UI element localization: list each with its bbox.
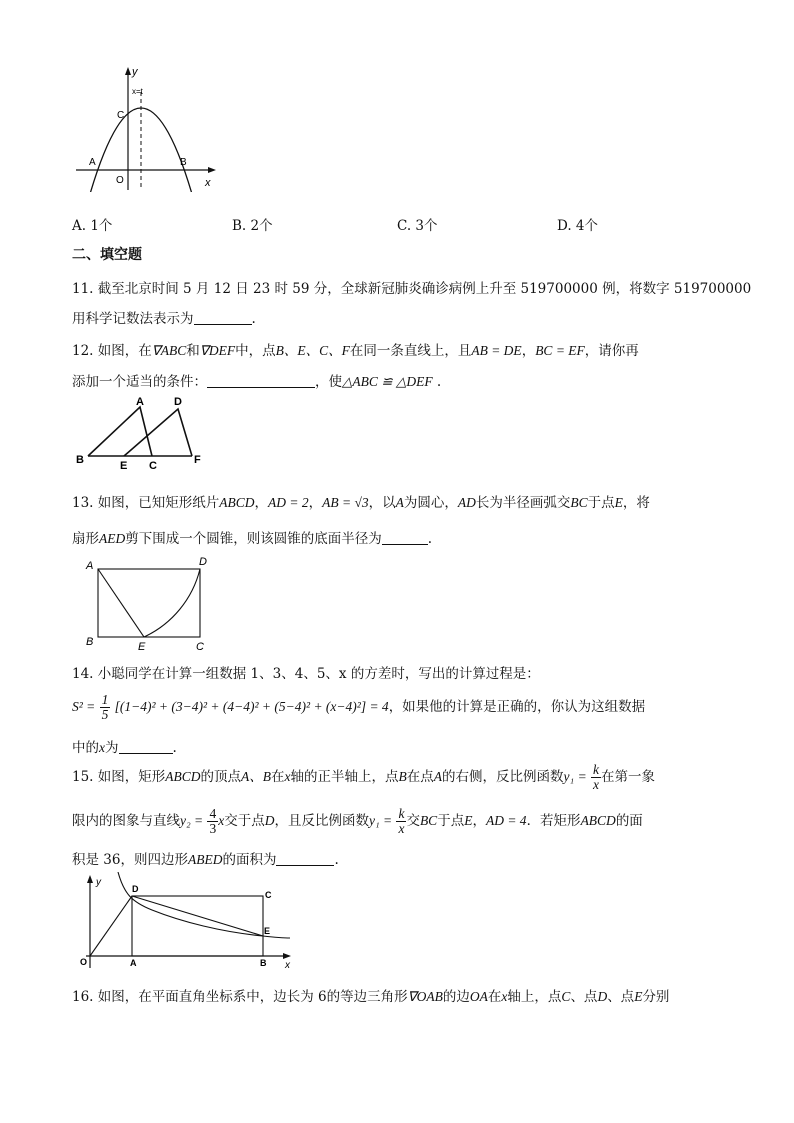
q15-frac-x: x [592,777,599,792]
fig15-label-y: y [96,877,101,888]
q15-l2c: ，且反比例函数 [274,813,369,829]
q14-line3b: 为 [105,740,119,756]
fig12-label-e: E [120,460,128,472]
q12-line2a: 添加一个适当的条件： [72,374,207,390]
fig12-label-c: C [149,460,157,472]
q14-line1: 14. 小聪同学在计算一组数据 1、3、4、5、x 的方差时，写出的计算过程是： [72,666,540,682]
q12-num: 12. 如图，在 [72,343,152,359]
q15-end: . [334,852,339,868]
q15-l2f: ， [472,813,486,829]
q12-tri1: ∇ABC [151,343,187,358]
q12-pts: B、E、C、F [275,343,350,358]
q15-y1: y₁ = [563,769,587,784]
q12-comma: ， [521,343,536,359]
q15-l2x: x [218,813,225,828]
triangles-figure [72,393,212,473]
q13-abcd: ABCD [219,495,255,510]
fig15-label-o: O [80,957,88,967]
q15-BC: BC [419,813,438,828]
fig13-label-c: C [196,641,204,653]
fig10-label-c: C [117,110,125,121]
q16-E: E [634,989,643,1004]
q15-l1g: 在第一象 [600,769,655,785]
fig15-label-c: C [265,890,272,900]
q16-tri: ∇OAB [407,989,443,1004]
q15-frac-kx [591,763,601,792]
q14-line3 [72,736,177,756]
q11-text: 用科学记数法表示为 [72,311,194,327]
q14-after: ，如果他的计算是正确的，你认为这组数据 [388,699,646,715]
q14-frac-num: 1 [101,692,109,707]
q14-s2: S² = [72,699,96,714]
q14-expr: [(1−4)² + (3−4)² + (4−4)² + (5−4)² + (x−4)²] = 4 [114,699,389,714]
q15-frac-kx-2 [396,807,406,836]
q16-OA: OA [469,989,488,1004]
q14-end: . [172,740,177,756]
q13-A: A [395,495,404,510]
fig15-label-a: A [130,958,137,968]
rectangle-arc-figure [82,553,222,653]
choice-a: A. 1个 [72,218,113,234]
q13-end: . [427,531,433,547]
q13-a8: ，将 [622,495,650,511]
q13-a2: ， [254,495,269,511]
fig15-label-b: B [260,958,267,968]
q15-l1f: 的右侧，反比例函数 [442,769,564,785]
fig15-label-x: x [285,960,290,971]
fig15-label-e: E [264,926,271,936]
q13-a5: 为圆心， [403,495,458,511]
q14-line2 [72,690,645,724]
q13-AED: AED [99,531,126,546]
q12-eq2: BC = EF [535,343,585,358]
q16-l1f: 、点 [607,989,635,1005]
q16-l1a: 16. 如图，在平面直角坐标系中，边长为 6的等边三角形 [72,989,408,1005]
q15-y1b: y₁ = [368,813,393,828]
q15-line1 [72,760,655,794]
fig13-label-e: E [138,641,146,653]
q15-ad4: AD = 4 [485,813,527,828]
q15-x1: x [284,769,291,784]
q12-eq1: AB = DE [471,343,522,358]
q15-frac-3: 3 [209,821,217,836]
q14-line3a: 中的 [72,740,99,756]
q15-line3 [72,848,339,868]
q15-AB: A、B [241,769,272,784]
q12-t2: 在同一条直线上，且 [349,343,472,359]
fig12-label-b: B [76,454,84,466]
q13-AD: AD [457,495,476,510]
q13-E: E [614,495,623,510]
q15-l1e: 在点 [406,769,434,785]
q15-l2b: 交于点 [224,813,265,829]
choice-d: D. 4个 [557,218,599,234]
q15-D: D [264,813,275,828]
fig13-label-b: B [86,636,94,648]
q13-ab: AB = √3 [322,495,369,510]
q15-y2: y₂ = [180,813,204,828]
q16-C: C [561,989,571,1004]
q13-BC: BC [570,495,588,510]
q16-x: x [501,989,508,1004]
q13-a4: ，以 [368,495,396,511]
q15-frac-x2: x [398,821,405,836]
q12-line2 [72,370,441,390]
fig15-label-d: D [132,884,139,894]
q12-and: 和 [186,343,200,359]
q14-x: x [99,740,105,755]
q16-l1d: 轴上，点 [507,989,562,1005]
q15-A: A [433,769,443,784]
q11-end: . [251,311,256,327]
fig12-label-a: A [136,396,144,408]
section-title: 二、填空题 [72,247,142,263]
q13-a3: ， [308,495,323,511]
q12-tri2: ∇DEF [199,343,236,358]
q11-line2 [72,307,256,327]
q15-l3a: 积是 36，则四边形 [72,852,188,868]
q15-ABED: ABED [187,852,223,867]
q15-l1b: 的顶点 [200,769,242,785]
q15-B: B [398,769,407,784]
q15-ABCD2: ABCD [580,813,616,828]
q13-a1: 13. 如图，已知矩形纸片 [72,495,220,511]
q13-line1 [72,491,650,511]
q16-l1b: 的边 [442,989,470,1005]
q13-answer-blank[interactable] [382,530,428,545]
q15-l2e: 于点 [437,813,465,829]
q11-answer-blank[interactable] [194,310,252,325]
choice-b: B. 2个 [232,218,273,234]
q14-frac-den: 5 [101,707,109,722]
q15-answer-blank[interactable] [276,851,334,866]
q16-line1 [72,985,669,1005]
q15-frac-43 [207,807,218,836]
q12-line2b: ，使 [315,374,342,390]
fig10-label-xt: x=t [132,87,143,96]
q15-frac-k2: k [398,806,405,821]
fig10-label-x: x [205,177,211,189]
q13-a7: 于点 [587,495,615,511]
fig13-label-d: D [199,556,207,568]
q12-t1: 中，点 [235,343,276,359]
q14-answer-blank[interactable] [119,739,173,754]
fig10-label-o: O [116,175,124,186]
q16-D: D [597,989,608,1004]
q15-l2h: 的面 [615,813,643,829]
q15-E: E [464,813,473,828]
q15-l1d: 轴的正半轴上，点 [290,769,399,785]
q12-t3: ，请你再 [584,343,639,359]
fig13-label-a: A [86,560,94,572]
q15-line2 [72,804,643,838]
q15-frac-k: k [592,762,599,777]
q15-ABCD: ABCD [165,769,201,784]
fig10-label-a: A [89,157,96,168]
q16-l1g: 分别 [642,989,670,1005]
q16-l1e: 、点 [570,989,598,1005]
q15-l2g: ．若矩形 [526,813,581,829]
q15-l1c: 在 [271,769,285,785]
q13-a6: 长为半径画弧交 [475,495,571,511]
q15-frac-4: 4 [209,806,217,821]
q13-line2 [72,527,432,547]
q15-l3b: 的面积为 [222,852,277,868]
q12-cong: △ABC ≌ △DEF [342,374,433,389]
q11-line1: 11. 截至北京时间 5 月 12 日 23 时 59 分，全球新冠肺炎确诊病例上升至 519700000 例，将数字 519700000 [72,281,752,297]
fig12-label-d: D [174,396,182,408]
q12-end: . [436,374,442,390]
q15-l2a: 限内的图象与直线 [72,813,180,829]
q13-b2: 剪下围成一个圆锥，则该圆锥的底面半径为 [125,531,382,547]
q15-l1a: 15. 如图，矩形 [72,769,166,785]
choice-c: C. 3个 [397,218,438,234]
q13-ad: AD = 2 [268,495,309,510]
rectangle-hyperbola-figure [72,872,302,972]
q16-l1c: 在 [487,989,502,1005]
fig10-label-y: y [132,66,138,78]
q12-line1 [72,339,639,359]
fig10-label-b: B [180,157,187,168]
fig12-label-f: F [194,454,201,466]
q12-answer-blank[interactable] [207,373,315,388]
q13-b1: 扇形 [72,531,99,547]
q14-fraction [100,693,111,722]
parabola-figure [72,62,222,192]
q15-l2d: 交 [406,813,420,829]
